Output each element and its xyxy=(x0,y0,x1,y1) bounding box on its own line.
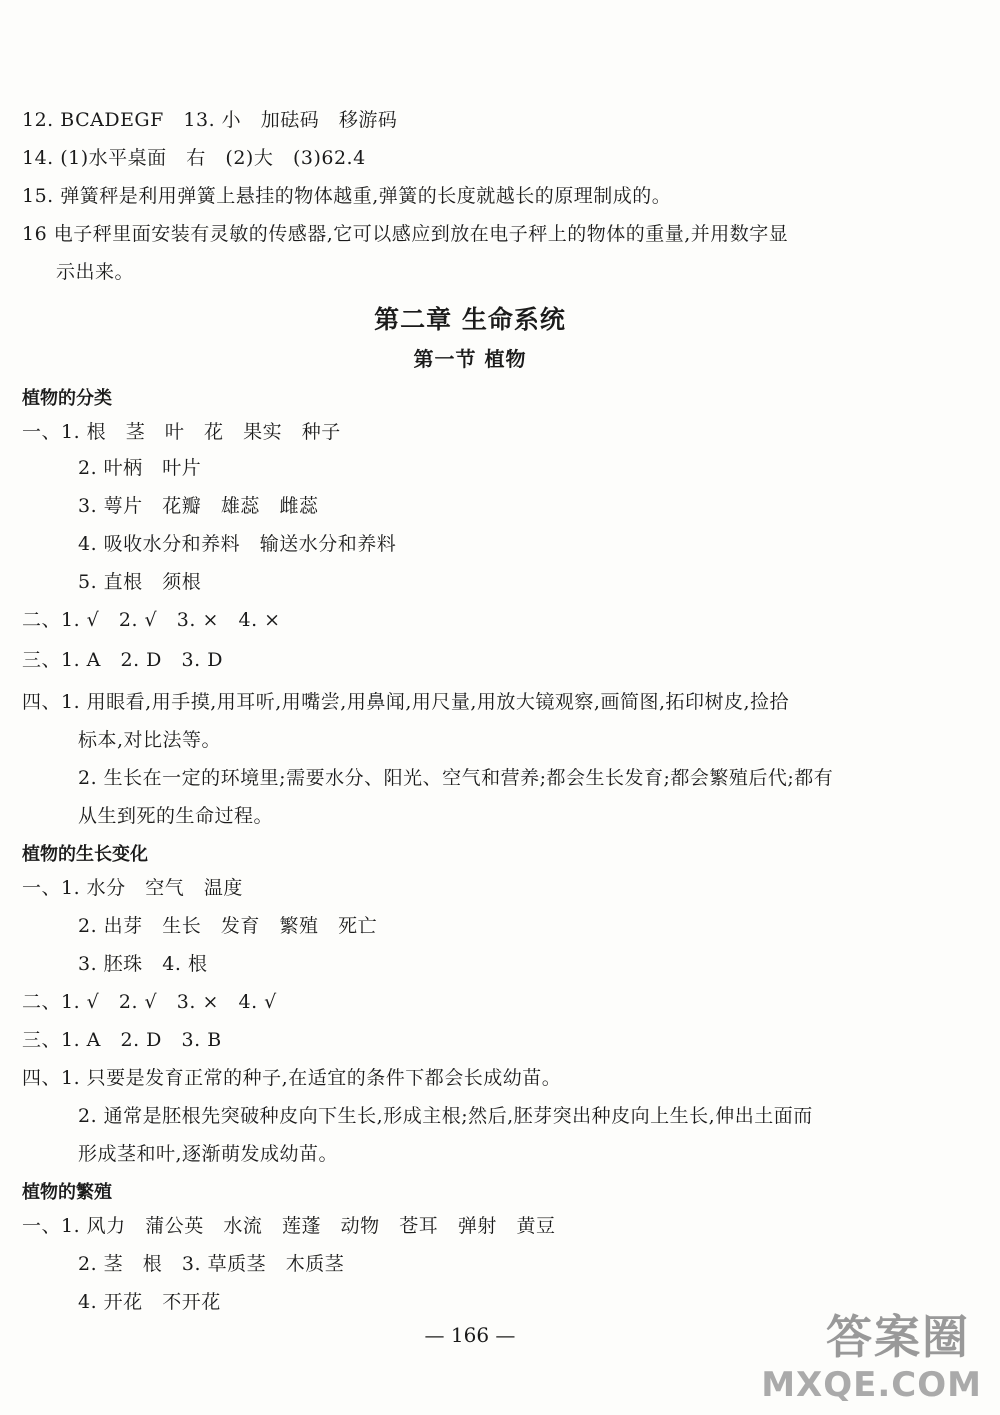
answer-15: 15. 弹簧秤是利用弹簧上悬挂的物体越重,弹簧的长度就越长的原理制成的。 xyxy=(22,185,672,207)
answer-line: 2. 通常是胚根先突破种皮向下生长,形成主根;然后,胚芽突出种皮向上生长,伸出土面而 xyxy=(78,1105,813,1127)
answer-14: 14. (1)水平桌面 右 (2)大 (3)62.4 xyxy=(22,147,366,169)
answer-line: 从生到死的生命过程。 xyxy=(78,805,274,827)
answer-line: 一、1. 根 茎 叶 花 果实 种子 xyxy=(22,421,341,443)
answer-line: 标本,对比法等。 xyxy=(78,729,222,751)
answer-line: 2. 叶柄 叶片 xyxy=(78,457,202,479)
answer-line: 形成茎和叶,逐渐萌发成幼苗。 xyxy=(78,1143,339,1165)
answer-12-13: 12. BCADEGF 13. 小 加砝码 移游码 xyxy=(22,109,398,131)
answer-line: 三、1. A 2. D 3. B xyxy=(22,1029,222,1051)
answer-line: 4. 吸收水分和养料 输送水分和养料 xyxy=(78,533,397,555)
subheading-growth: 植物的生长变化 xyxy=(22,844,148,865)
answer-line: 一、1. 水分 空气 温度 xyxy=(22,877,243,899)
answer-line: 四、1. 用眼看,用手摸,用耳听,用嘴尝,用鼻闻,用尺量,用放大镜观察,画简图,拓印树皮,捡拾 xyxy=(22,691,790,713)
answer-line: 一、1. 风力 蒲公英 水流 莲蓬 动物 苍耳 弹射 黄豆 xyxy=(22,1215,556,1237)
section-title: 第一节 植物 xyxy=(413,347,527,371)
answer-line: 2. 生长在一定的环境里;需要水分、阳光、空气和营养;都会生长发育;都会繁殖后代;都有 xyxy=(78,767,834,789)
answer-16: 16 电子秤里面安装有灵敏的传感器,它可以感应到放在电子秤上的物体的重量,并用数字显 xyxy=(22,223,789,245)
answer-line: 4. 开花 不开花 xyxy=(78,1291,221,1313)
answer-line: 四、1. 只要是发育正常的种子,在适宜的条件下都会长成幼苗。 xyxy=(22,1067,562,1089)
answer-line: 3. 萼片 花瓣 雄蕊 雌蕊 xyxy=(78,495,319,517)
answer-line: 5. 直根 须根 xyxy=(78,571,202,593)
watermark-site: MXQE.COM xyxy=(761,1365,982,1405)
answer-line: 2. 茎 根 3. 草质茎 木质茎 xyxy=(78,1253,345,1275)
answer-line: 二、1. √ 2. √ 3. × 4. × xyxy=(22,609,281,631)
answer-line: 三、1. A 2. D 3. D xyxy=(22,649,223,671)
answer-line: 3. 胚珠 4. 根 xyxy=(78,953,208,975)
answer-line: 2. 出芽 生长 发育 繁殖 死亡 xyxy=(78,915,378,937)
page-number: — 166 — xyxy=(424,1323,516,1347)
watermark-badge: 答案圈 xyxy=(826,1310,970,1364)
subheading-reproduction: 植物的繁殖 xyxy=(22,1182,112,1203)
answer-16-cont: 示出来。 xyxy=(56,261,135,283)
answer-line: 二、1. √ 2. √ 3. × 4. √ xyxy=(22,991,277,1013)
subheading-classification: 植物的分类 xyxy=(22,388,112,409)
chapter-title: 第二章 生命系统 xyxy=(374,305,566,334)
